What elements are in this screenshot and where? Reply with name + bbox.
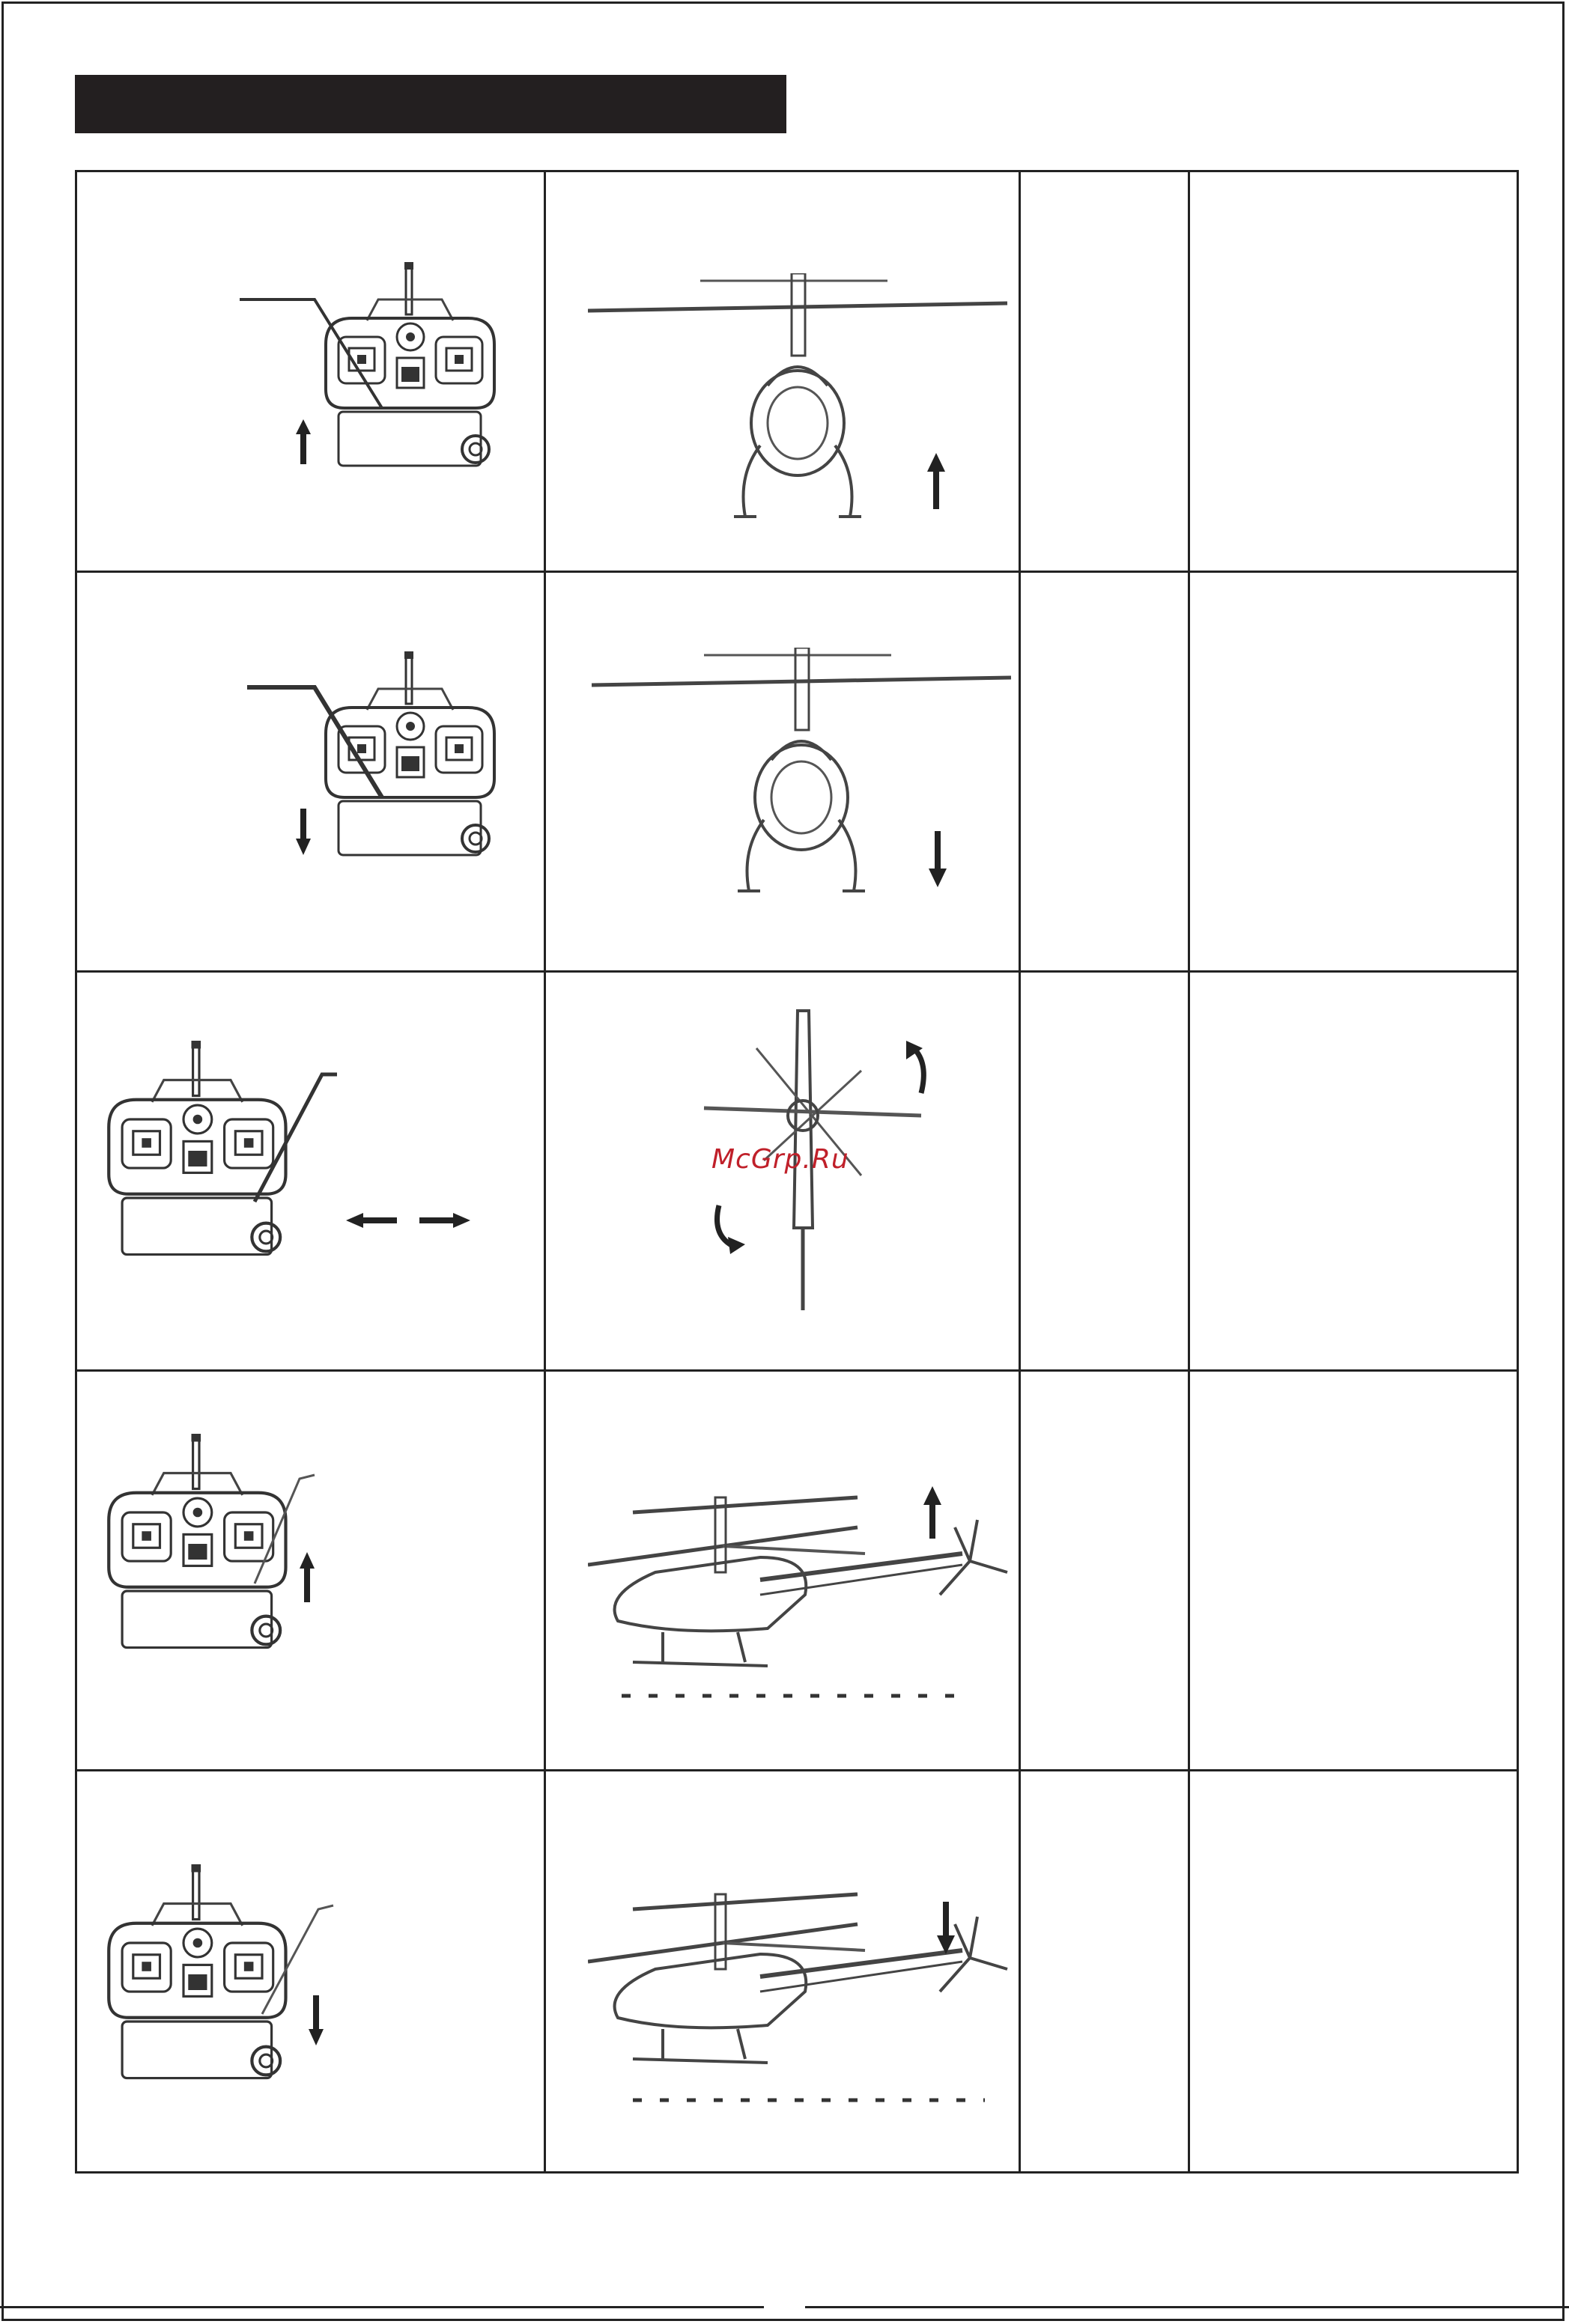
remote-throttle-up xyxy=(225,262,539,524)
remote-forward xyxy=(105,1434,419,1703)
heli-front-rising xyxy=(588,273,1052,528)
footer-rule-left xyxy=(0,2306,764,2308)
remote-throttle-down xyxy=(240,651,554,913)
section-header-bar xyxy=(75,75,786,133)
watermark: McGrp.Ru xyxy=(711,1144,849,1175)
footer-rule-right xyxy=(805,2306,1569,2308)
remote-backward xyxy=(105,1864,419,2134)
heli-front-descending xyxy=(592,648,1056,902)
heli-side-backward xyxy=(588,1879,1037,2119)
remote-turn xyxy=(105,1041,494,1318)
heli-side-forward xyxy=(588,1482,1037,1707)
